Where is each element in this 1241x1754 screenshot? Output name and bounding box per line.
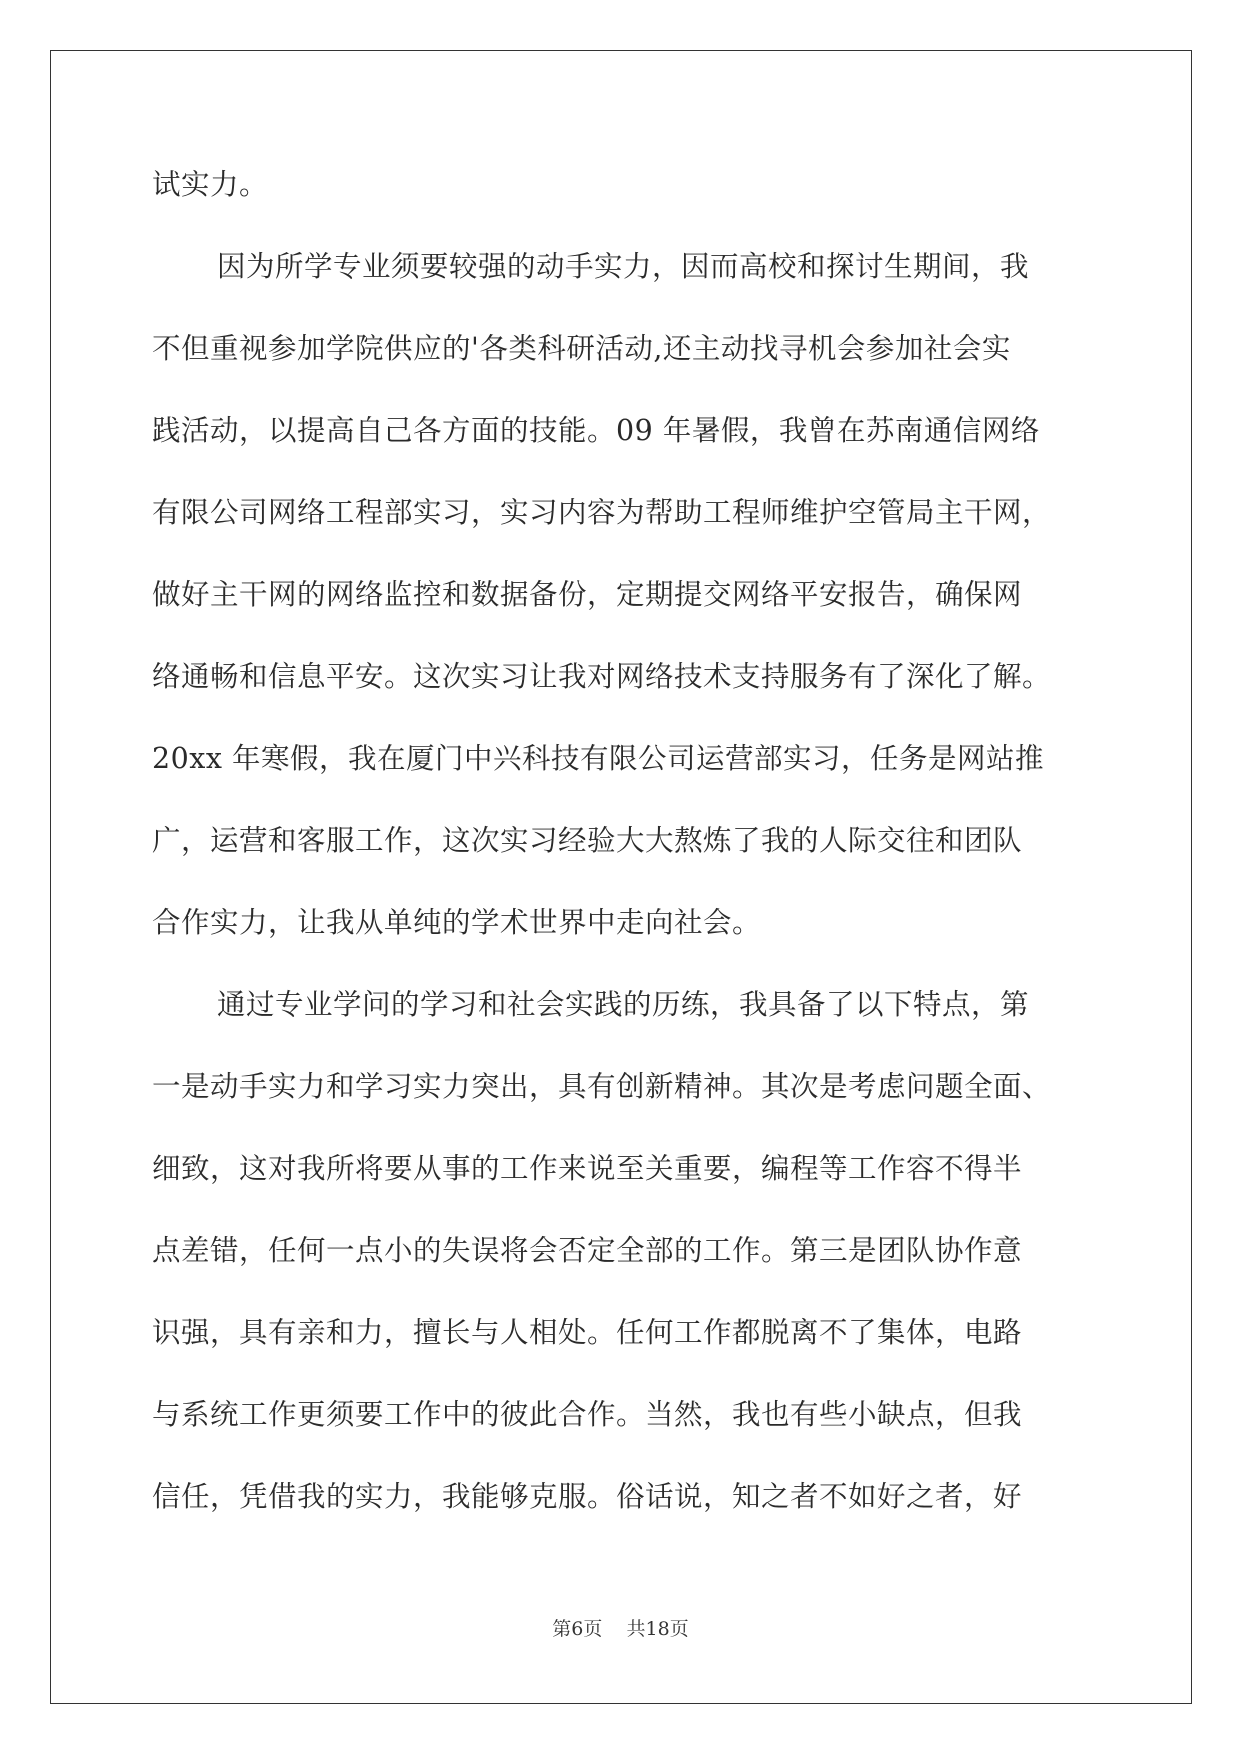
text-line: 20xx 年寒假，我在厦门中兴科技有限公司运营部实习，任务是网站推 <box>152 742 1044 775</box>
text-line: 合作实力，让我从单纯的学术世界中走向社会。 <box>152 906 762 939</box>
text-line: 细致，这对我所将要从事的工作来说至关重要，编程等工作容不得半 <box>152 1152 1023 1185</box>
document-body <box>152 160 1092 1554</box>
text-line: 一是动手实力和学习实力突出，具有创新精神。其次是考虑问题全面、 <box>152 1070 1052 1103</box>
text-line: 不但重视参加学院供应的'各类科研活动,还主动找寻机会参加社会实 <box>152 332 1011 365</box>
page-footer <box>0 1614 1241 1644</box>
text-line: 做好主干网的网络监控和数据备份，定期提交网络平安报告，确保网 <box>152 578 1023 611</box>
text-line: 通过专业学问的学习和社会实践的历练，我具备了以下特点，第 <box>217 988 1030 1021</box>
page-total: 共18页 <box>626 1618 689 1640</box>
text-line: 信任，凭借我的实力，我能够克服。俗话说，知之者不如好之者，好 <box>152 1480 1023 1513</box>
text-line: 有限公司网络工程部实习，实习内容为帮助工程师维护空管局主干网， <box>152 496 1052 529</box>
text-line: 与系统工作更须要工作中的彼此合作。当然，我也有些小缺点，但我 <box>152 1398 1023 1431</box>
text-line: 试实力。 <box>152 168 269 201</box>
text-line: 点差错，任何一点小的失误将会否定全部的工作。第三是团队协作意 <box>152 1234 1023 1267</box>
page-number: 第6页 <box>552 1618 603 1640</box>
text-line: 广，运营和客服工作，这次实习经验大大熬炼了我的人际交往和团队 <box>152 824 1023 857</box>
text-line: 络通畅和信息平安。这次实习让我对网络技术支持服务有了深化了解。 <box>152 660 1052 693</box>
text-line: 识强，具有亲和力，擅长与人相处。任何工作都脱离不了集体，电路 <box>152 1316 1023 1349</box>
text-line: 践活动，以提高自己各方面的技能。09 年暑假，我曾在苏南通信网络 <box>152 414 1040 447</box>
text-line: 因为所学专业须要较强的动手实力，因而高校和探讨生期间，我 <box>217 250 1030 283</box>
